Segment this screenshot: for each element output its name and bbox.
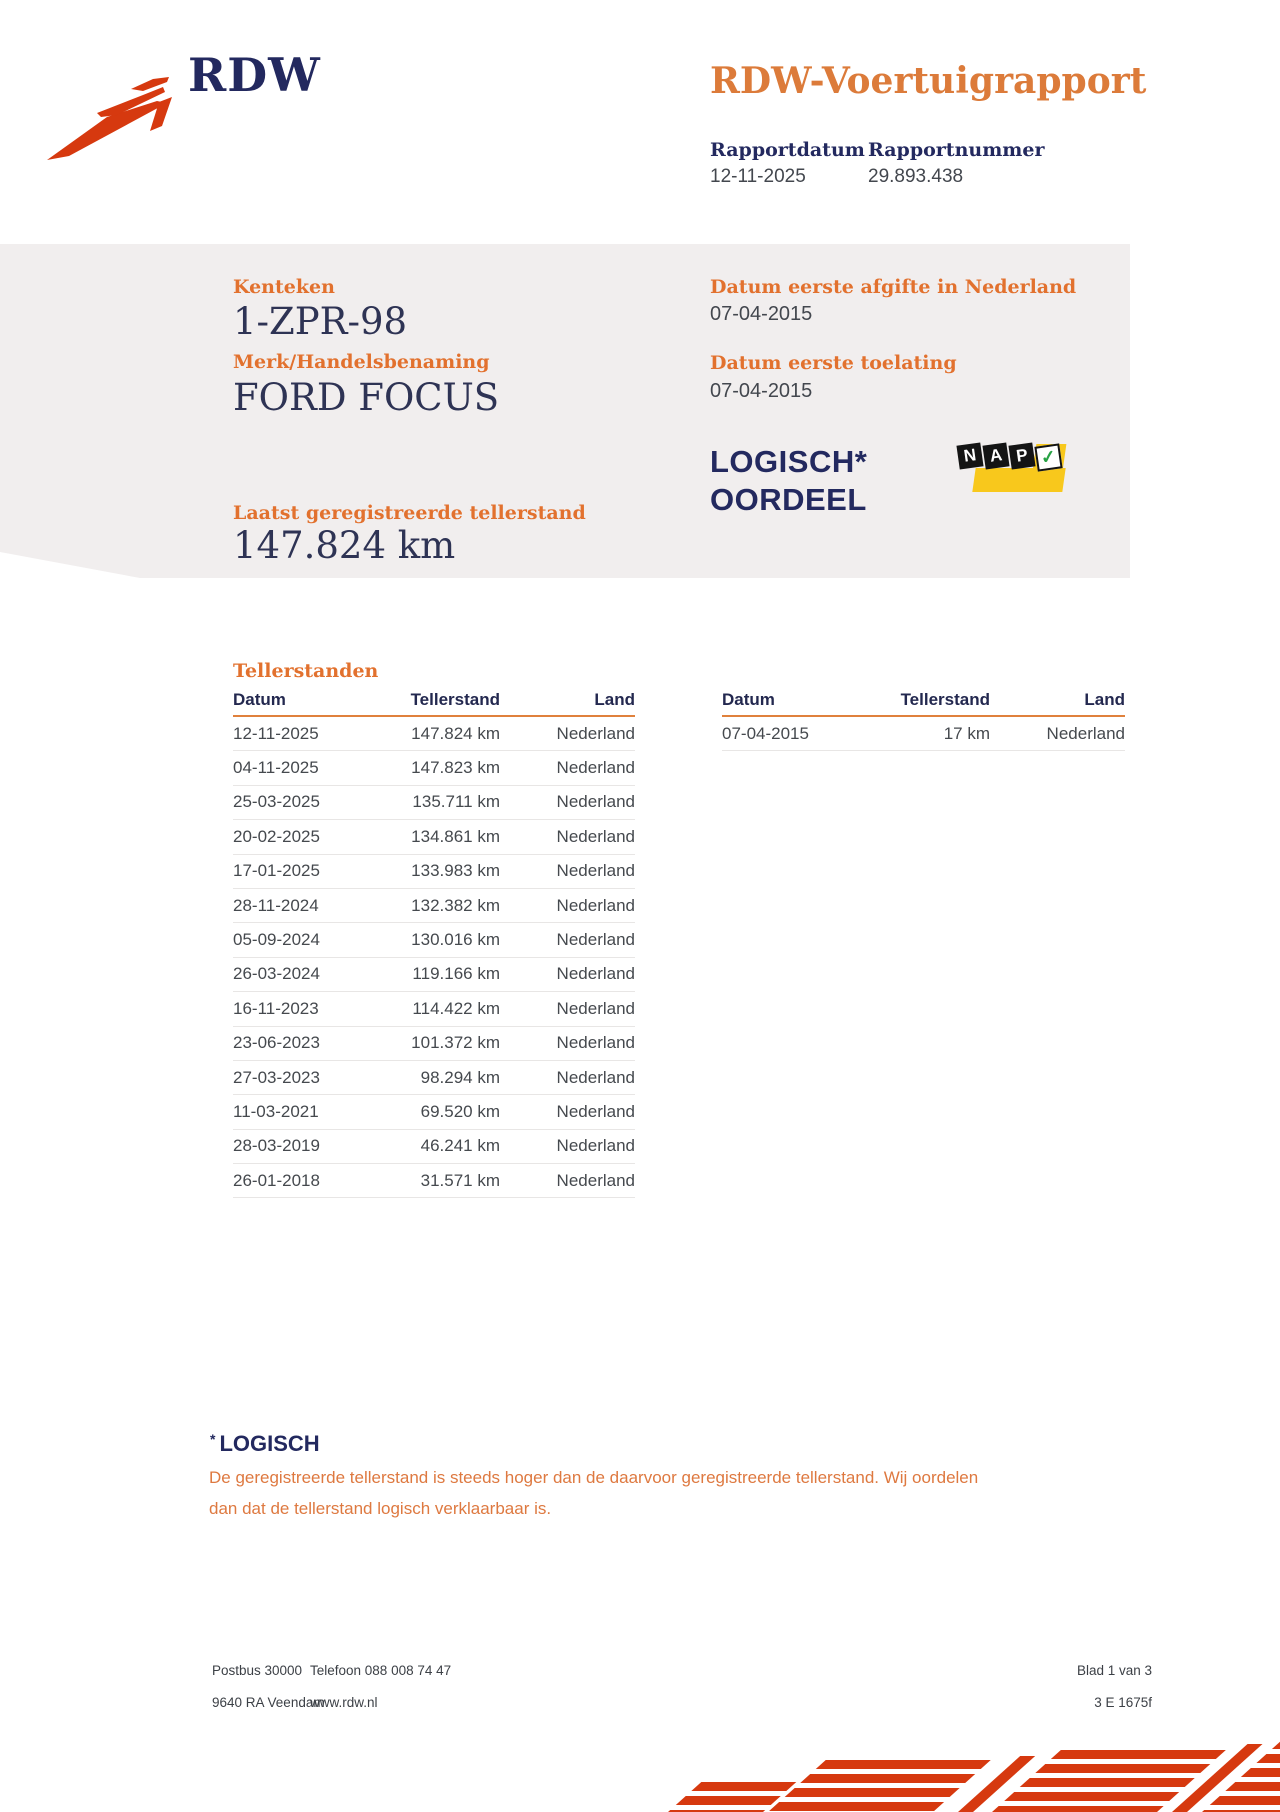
table-row: [233, 1061, 635, 1095]
laatste-tellerstand-label: Laatst geregistreerde tellerstand: [233, 502, 586, 524]
cell-tellerstand: 132.382 km: [411, 895, 500, 915]
cell-datum: 07-04-2015: [722, 723, 809, 743]
column-header-tellerstand: Tellerstand: [410, 690, 500, 709]
oordeel-line1: LOGISCH*: [710, 444, 868, 479]
rdw-logo-text: RDW: [188, 48, 321, 102]
nap-yellow-bar: [972, 468, 1065, 492]
table-row: [233, 1164, 635, 1198]
table-header: [722, 690, 1125, 717]
table-body: [722, 717, 1125, 751]
cell-land: Nederland: [556, 861, 635, 881]
table-row: [233, 958, 635, 992]
cell-tellerstand: 130.016 km: [411, 930, 500, 950]
cell-tellerstand: 147.823 km: [411, 758, 500, 778]
logisch-explanation: De geregistreerde tellerstand is steeds hoger dan de daarvoor geregistreerde tellerstand. Wij oordelen dan dat de tellerstand logisch verklaarbaar is.: [209, 1468, 979, 1518]
cell-datum: 20-02-2025: [233, 826, 320, 846]
table-row: [233, 1027, 635, 1061]
cell-datum: 04-11-2025: [233, 758, 319, 778]
cell-land: Nederland: [556, 1136, 635, 1156]
logisch-heading: [210, 1431, 320, 1457]
laatste-tellerstand-value: 147.824 km: [233, 524, 456, 567]
cell-datum: 28-03-2019: [233, 1136, 320, 1156]
afgifte-label: Datum eerste afgifte in Nederland: [710, 276, 1077, 298]
cell-land: Nederland: [556, 964, 635, 984]
tellerstanden-table-right: [722, 690, 1125, 751]
cell-land: Nederland: [556, 792, 635, 812]
cell-datum: 05-09-2024: [233, 930, 320, 950]
footer-phone: Telefoon 088 008 74 47: [310, 1663, 452, 1678]
column-header-land: Land: [1084, 690, 1125, 709]
report-number-value: 29.893.438: [868, 166, 964, 187]
report-date-label: Rapportdatum: [710, 139, 865, 161]
cell-land: Nederland: [556, 930, 635, 950]
cell-tellerstand: 114.422 km: [412, 998, 500, 1018]
cell-tellerstand: 69.520 km: [420, 1101, 500, 1121]
nap-logo: [958, 442, 1064, 494]
table-row: [722, 717, 1125, 751]
deco-flag: [768, 1760, 991, 1812]
cell-land: Nederland: [556, 826, 635, 846]
cell-datum: 26-01-2018: [233, 1170, 320, 1190]
footer-address-line2: 9640 RA Veendam: [212, 1695, 325, 1710]
cell-datum: 26-03-2024: [233, 964, 320, 984]
table-body: [233, 717, 635, 1198]
cell-land: Nederland: [556, 1170, 635, 1190]
report-number-label: Rapportnummer: [868, 139, 1045, 161]
cell-datum: 12-11-2025: [233, 723, 319, 743]
cell-land: Nederland: [556, 1101, 635, 1121]
cell-datum: 16-11-2023: [233, 998, 319, 1018]
tellerstanden-heading: Tellerstanden: [233, 660, 379, 682]
nap-letter-p: P: [1008, 442, 1035, 469]
cell-land: Nederland: [556, 758, 635, 778]
oordeel-line2: OORDEEL: [710, 482, 867, 517]
cell-datum: 25-03-2025: [233, 792, 320, 812]
footer-website: www.rdw.nl: [310, 1695, 378, 1710]
column-header-datum: Datum: [233, 690, 286, 709]
merk-label: Merk/Handelsbenaming: [233, 351, 490, 373]
table-row: [233, 820, 635, 854]
nap-checkmark-icon: ✓: [1034, 443, 1062, 471]
column-header-land: Land: [594, 690, 635, 709]
cell-tellerstand: 17 km: [943, 723, 990, 743]
cell-datum: 23-06-2023: [233, 1033, 320, 1053]
table-row: [233, 786, 635, 820]
cell-land: Nederland: [1046, 723, 1125, 743]
cell-tellerstand: 119.166 km: [412, 964, 500, 984]
nap-letter-a: A: [982, 442, 1009, 469]
cell-tellerstand: 31.571 km: [420, 1170, 500, 1190]
table-row: [233, 717, 635, 751]
cell-datum: 27-03-2023: [233, 1067, 320, 1087]
cell-tellerstand: 101.372 km: [411, 1033, 500, 1053]
cell-datum: 17-01-2025: [233, 861, 320, 881]
cell-tellerstand: 98.294 km: [420, 1067, 500, 1087]
cell-tellerstand: 134.861 km: [411, 826, 500, 846]
kenteken-value: 1-ZPR-98: [233, 300, 408, 343]
toelating-label: Datum eerste toelating: [710, 352, 957, 374]
nap-letter-n: N: [956, 442, 983, 469]
table-row: [233, 889, 635, 923]
cell-datum: 11-03-2021: [233, 1101, 319, 1121]
cell-land: Nederland: [556, 723, 635, 743]
merk-value: FORD FOCUS: [233, 376, 500, 419]
footer-page-number: Blad 1 van 3: [1076, 1663, 1152, 1678]
cell-datum: 28-11-2024: [233, 895, 319, 915]
cell-land: Nederland: [556, 1067, 635, 1087]
table-row: [233, 923, 635, 957]
afgifte-value: 07-04-2015: [710, 303, 813, 325]
table-row: [233, 992, 635, 1026]
kenteken-label: Kenteken: [233, 276, 335, 298]
cell-tellerstand: 133.983 km: [411, 861, 500, 881]
cell-land: Nederland: [556, 998, 635, 1018]
report-date-value: 12-11-2025: [710, 166, 806, 187]
table-row: [233, 751, 635, 785]
cell-tellerstand: 147.824 km: [411, 723, 500, 743]
footer-form-code: 3 E 1675f: [1094, 1695, 1152, 1710]
cell-land: Nederland: [556, 1033, 635, 1053]
table-header: [233, 690, 635, 717]
table-row: [233, 1130, 635, 1164]
asterisk: *: [210, 1431, 216, 1447]
footer-address-line1: Postbus 30000: [212, 1663, 303, 1678]
page-title: RDW-Voertuigrapport: [710, 60, 1147, 102]
oordeel-text: [710, 443, 867, 519]
toelating-value: 07-04-2015: [710, 380, 813, 402]
cell-tellerstand: 135.711 km: [412, 792, 500, 812]
column-header-datum: Datum: [722, 690, 775, 709]
tellerstanden-table-left: [233, 690, 635, 1198]
cell-tellerstand: 46.241 km: [420, 1136, 500, 1156]
logisch-heading-text: LOGISCH: [219, 1431, 320, 1456]
table-row: [233, 855, 635, 889]
cell-land: Nederland: [556, 895, 635, 915]
bottom-brand-graphic: [640, 1732, 1280, 1812]
rdw-logo-swoosh-icon: [45, 72, 177, 162]
column-header-tellerstand: Tellerstand: [900, 690, 990, 709]
table-row: [233, 1095, 635, 1129]
